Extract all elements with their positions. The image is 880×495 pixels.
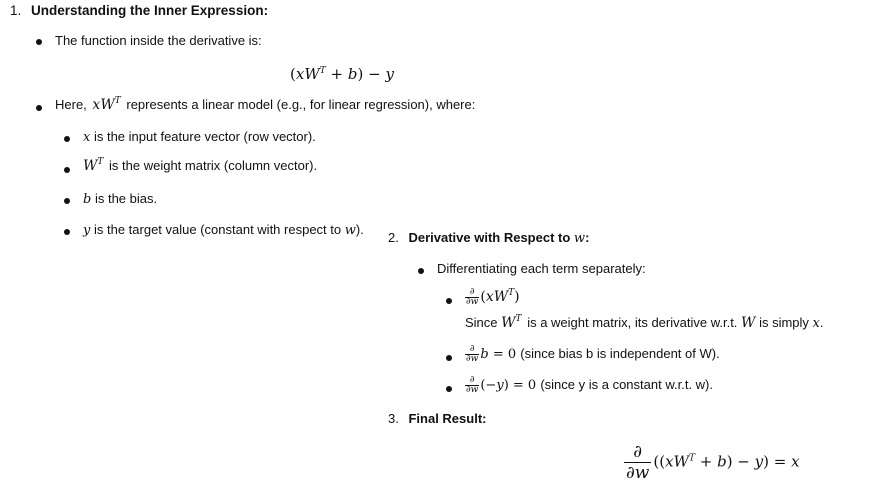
derivative-term-y: $\frac{\partial}{\partial w}$ (−y) = 0 (since y is a constant w.r.t. w). [466, 375, 713, 395]
section-2-number: 2. [388, 230, 399, 245]
section-2-heading: 2. Derivative with Respect to w: [388, 230, 590, 246]
bullet-icon [36, 105, 42, 111]
section-1-title: Understanding the Inner Expression: [31, 3, 269, 18]
section-3-number: 3. [388, 411, 399, 426]
list-item-linear-model: Here, $xW^T$ represents a linear model (e.g., for linear regression), where: [55, 96, 476, 113]
section-1-number: 1. [10, 3, 22, 18]
bullet-icon [446, 386, 452, 392]
derivative-term-xwt-note: Since $W^T$ is a weight matrix, its derivative w.r.t. W is simply x. [465, 314, 824, 331]
sub-item-b: b is the bias. [83, 191, 158, 207]
sub-item-w: $W^T$ is the weight matrix (column vector). [83, 157, 318, 174]
sub-item-y: y is the target value (constant with respect to w). [83, 222, 364, 238]
sub-item-x: x is the input feature vector (row vector). [83, 129, 316, 145]
section-2-title: Derivative with Respect to [408, 230, 571, 245]
section-3-title: Final Result: [408, 411, 487, 426]
bullet-icon [418, 268, 424, 274]
bullet-icon [64, 167, 70, 173]
derivative-term-b: $\frac{\partial}{\partial w}$ b = 0 (since bias b is independent of W). [466, 344, 720, 364]
bullet-icon [64, 198, 70, 204]
list-item-differentiating: Differentiating each term separately: [437, 261, 646, 276]
bullet-icon [446, 298, 452, 304]
bullet-icon [36, 39, 42, 45]
section-3-heading [388, 411, 486, 426]
derivative-term-xwt: $\frac{\partial}{\partial w}$ $(xW^T)$ [466, 287, 520, 307]
bullet-icon [64, 136, 70, 142]
final-result-equation: $\frac{\partial}{\partial w}$ $((xW^T + b) - y) = x$ [626, 442, 800, 483]
list-item-function-inside: The function inside the derivative is: [55, 33, 262, 48]
bullet-icon [64, 229, 70, 235]
bullet-icon [446, 355, 452, 361]
display-equation-inner: $(xW^T + b) - y$ [290, 65, 394, 83]
section-1-heading [10, 3, 268, 18]
